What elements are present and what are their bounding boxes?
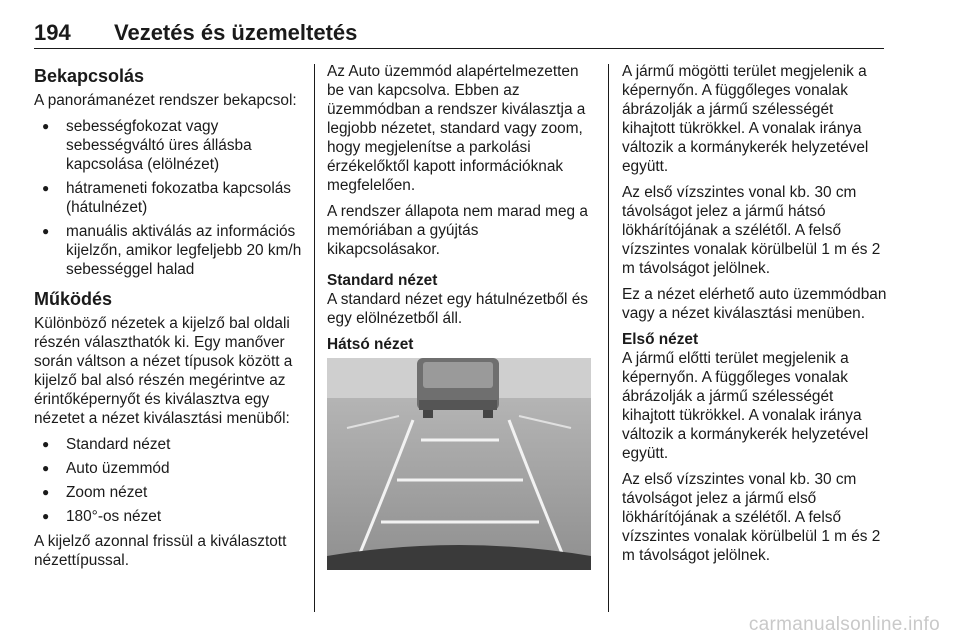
- intro-paragraph: A panorámanézet rendszer bekapcsol:: [34, 92, 297, 109]
- rear-area-paragraph: A jármű mögötti terület megjelenik a képernyőn. A függőleges vonalak ábrázolják a jármű szélességét kihajtott tükrökkel. A vonalak iránya változik a kormánykerék helyzetével együtt.: [622, 63, 869, 175]
- heading-rear-view: Hátsó nézet: [327, 336, 414, 353]
- view-type-list: [34, 435, 302, 526]
- list-item: ● manuális aktiválás az információs kijelzőn, amikor legfeljebb 20 km/h sebességgel halad: [34, 222, 302, 279]
- list-item: ● hátrameneti fokozatba kapcsolás (hátulnézet): [34, 179, 302, 217]
- rear-camera-illustration: [327, 358, 591, 570]
- column-divider: [608, 64, 609, 612]
- activation-list: [34, 117, 302, 279]
- standard-view-paragraph: A standard nézet egy hátulnézetből és egy elölnézetből áll.: [327, 291, 588, 327]
- page-number: 194: [34, 20, 71, 45]
- auto-mode-paragraph: Az Auto üzemmód alapértelmezetten be van kapcsolva. Ebben az üzemmódban a rendszer kiválasztja a legjobb nézetet, standard vagy zoom, hogy megjelenítse a parkolási érzékelőktől kapott információknak megfelelően.: [327, 63, 586, 194]
- rear-camera-image: [327, 358, 591, 570]
- front-area-paragraph: A jármű előtti terület megjelenik a képernyőn. A függőleges vonalak ábrázolják a jármű szélességét kihajtott tükrökkel. A vonalak iránya változik a kormánykerék helyzetével együtt.: [622, 350, 869, 462]
- front-distance-paragraph: Az első vízszintes vonal kb. 30 cm távolságot jelez a jármű első lökhárítójának a szélétől. A felső vízszintes vonalak körülbelül 1 m és 2 m távolságot jelölnek.: [622, 471, 881, 564]
- heading-mukodes: Működés: [34, 289, 113, 309]
- list-item: ● Zoom nézet: [34, 483, 302, 502]
- list-item: ● 180°-os nézet: [34, 507, 302, 526]
- heading-standard-view: Standard nézet: [327, 272, 438, 289]
- update-paragraph: A kijelző azonnal frissül a kiválasztott nézettípussal.: [34, 533, 287, 569]
- heading-front-view: Első nézet: [622, 331, 699, 348]
- watermark: carmanualsonline.info: [748, 614, 940, 635]
- heading-bekapcsolas: Bekapcsolás: [34, 66, 145, 86]
- list-item: ● sebességfokozat vagy sebességváltó üres állásba kapcsolása (elölnézet): [34, 117, 302, 174]
- column-3: [622, 62, 890, 572]
- page-header: [34, 14, 884, 49]
- column-divider: [314, 64, 315, 612]
- list-item: ● Auto üzemmód: [34, 459, 302, 478]
- column-2: [327, 62, 595, 570]
- rear-distance-paragraph: Az első vízszintes vonal kb. 30 cm távolságot jelez a jármű hátsó lökhárítójának a szélétől. A felső vízszintes vonalak körülbelül 1 m és 2 m távolságot jelölnek.: [622, 184, 881, 277]
- list-item: ● Standard nézet: [34, 435, 302, 454]
- chapter-title: Vezetés és üzemeltetés: [114, 20, 358, 45]
- column-1: [34, 62, 302, 577]
- operation-paragraph: Különböző nézetek a kijelző bal oldali részén választhatók ki. Egy manőver során váltson a nézet típusok között a kijelző bal alsó részén megérintve az érintőképernyőt és kiválasztva egy nézetet a nézet kiválasztási menüből:: [34, 315, 293, 427]
- availability-paragraph: Ez a nézet elérhető auto üzemmódban vagy a nézet kiválasztási menüben.: [622, 286, 887, 322]
- memory-paragraph: A rendszer állapota nem marad meg a memóriában a gyújtás kikapcsolásakor.: [327, 203, 588, 258]
